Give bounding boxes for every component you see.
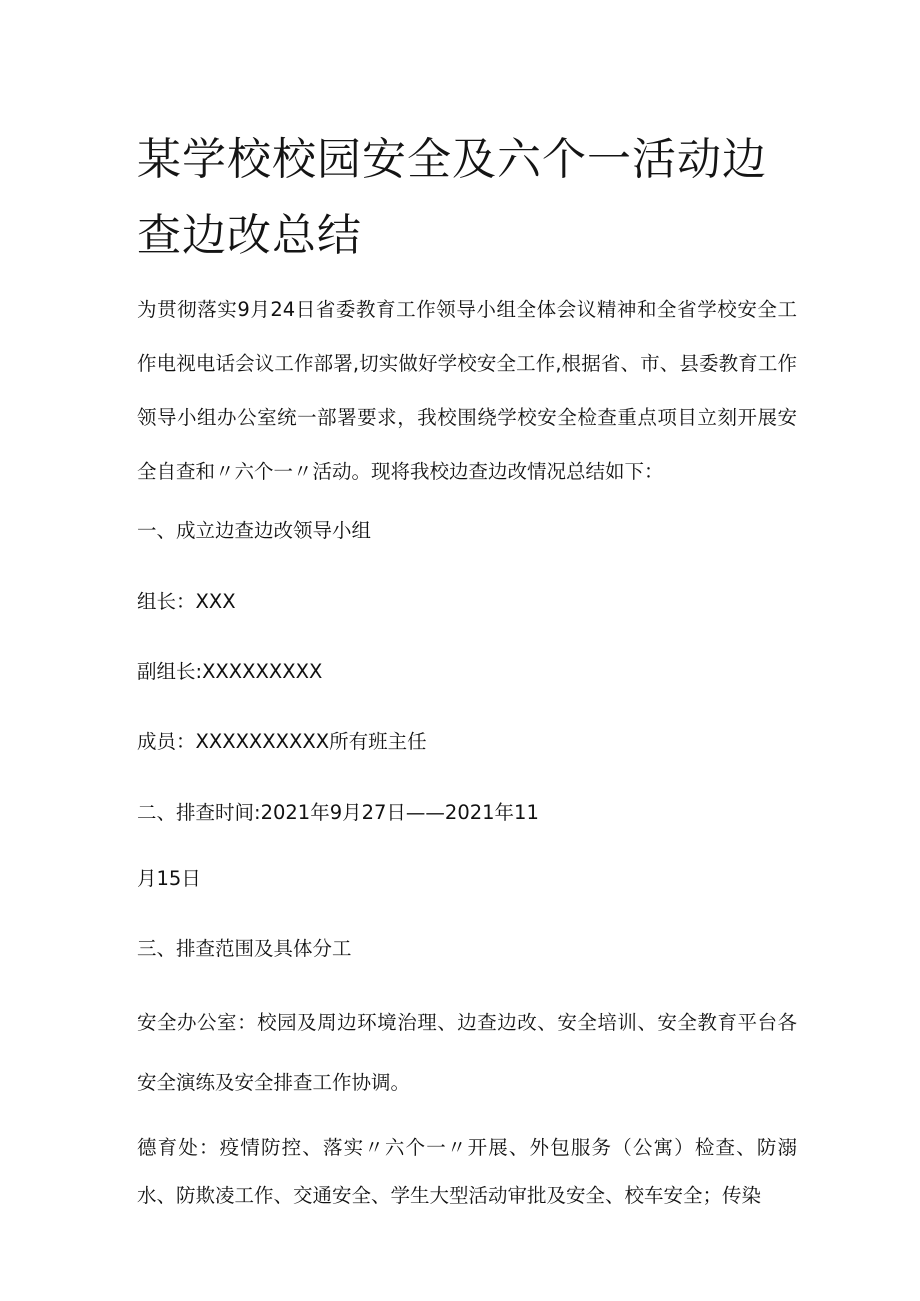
section-3-heading: 三、排查范围及具体分工 xyxy=(137,937,352,960)
safety-office-paragraph: 安全办公室：校园及周边环境治理、边查边改、安全培训、安全教育平台各安全演练及安全排查工作协调。 xyxy=(137,1011,797,1094)
section-1-heading: 一、成立边查边改领导小组 xyxy=(137,519,372,542)
section-2-heading: 二、排查时间:2021年9月27日——2021年11 xyxy=(137,801,539,824)
leader-line: 组长：XXX xyxy=(137,590,236,613)
deputy-leader-line: 副组长:XXXXXXXXX xyxy=(137,660,323,683)
document-title: 某学校校园安全及六个一活动边查边改总结 xyxy=(137,134,767,261)
intro-paragraph: 为贯彻落实9月24日省委教育工作领导小组全体会议精神和全省学校安全工作电视电话会议工作部署,切实做好学校安全工作,根据省、市、县委教育工作领导小组办公室统一部署要求，我校围绕学校安全检查重点项目立刻开展安全自查和〃六个一〃活动。现将我校边查边改情况总结如下： xyxy=(137,298,797,483)
section-2-heading-continued: 月15日 xyxy=(137,867,201,890)
moral-office-paragraph: 德育处：疫情防控、落实〃六个一〃开展、外包服务（公寓）检查、防溺水、防欺凌工作、交通安全、学生大型活动审批及安全、校车安全；传染 xyxy=(137,1136,797,1207)
members-line: 成员：XXXXXXXXXX所有班主任 xyxy=(137,730,427,753)
